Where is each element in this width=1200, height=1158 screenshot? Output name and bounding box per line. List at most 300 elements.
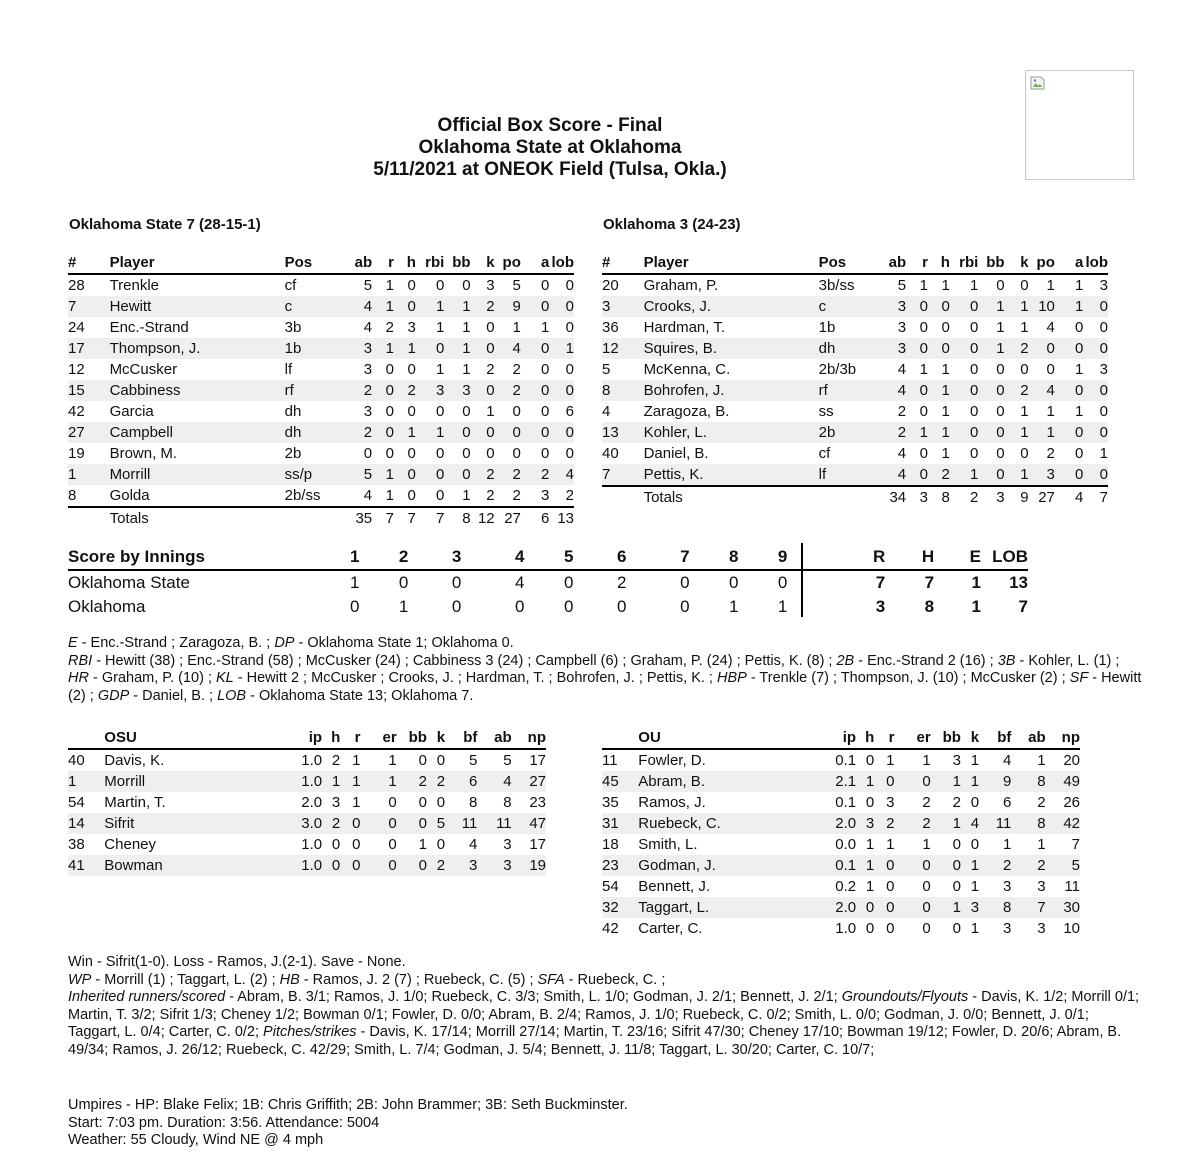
inning-score: 0 xyxy=(777,573,788,592)
inning-score: 1 xyxy=(971,573,981,592)
stat-cell: cf xyxy=(818,445,831,462)
stat-cell: 4 xyxy=(897,445,907,462)
stat-cell: 3 xyxy=(445,855,477,876)
inning-header: 7 xyxy=(626,545,689,570)
stat-cell: 0 xyxy=(952,878,961,895)
stat-cell: 3 xyxy=(952,752,961,769)
stat-cell: 1 xyxy=(1020,403,1029,420)
col-header: er xyxy=(894,727,930,749)
stat-cell: 0 xyxy=(952,836,961,853)
stat-cell: 0 xyxy=(969,361,979,378)
stat-cell: 1 xyxy=(322,771,340,792)
stat-cell: 0 xyxy=(394,464,416,485)
stat-cell: 0 xyxy=(952,920,961,937)
stat-cell: 0 xyxy=(922,920,931,937)
stat-cell: 1 xyxy=(922,836,931,853)
col-header: h xyxy=(928,252,950,274)
stat-cell: 4 xyxy=(363,319,373,336)
stat-cell: 1 xyxy=(444,296,470,317)
team-header: OU xyxy=(638,727,815,749)
stat-cell: 0 xyxy=(996,361,1005,378)
stat-cell: 0 xyxy=(416,338,444,359)
stat-cell: 0 xyxy=(874,897,894,918)
stat-cell: 2b/ss xyxy=(285,485,344,507)
player-row xyxy=(68,380,574,401)
stat-cell: 3 xyxy=(878,338,906,359)
stat-cell: 0 xyxy=(512,445,521,462)
note-label: LOB xyxy=(217,687,247,704)
stat-cell: 0 xyxy=(436,794,446,811)
stat-cell: 2b xyxy=(819,422,878,443)
stat-cell: 5 xyxy=(503,752,512,769)
stat-cell: 2.1 xyxy=(816,771,856,792)
stat-cell: 0 xyxy=(322,855,340,876)
stat-cell: 1 xyxy=(360,771,396,792)
inning-score: 2 xyxy=(616,573,627,592)
stat-cell: 11 xyxy=(979,813,1011,834)
inning-score: 1 xyxy=(349,573,360,592)
stat-cell: 0 xyxy=(919,445,928,462)
inning-header: 6 xyxy=(573,545,626,570)
stat-cell: 0 xyxy=(363,445,373,462)
stat-cell: 2 xyxy=(521,464,549,485)
stat-cell: 2 xyxy=(471,464,495,485)
stat-cell: 9 xyxy=(979,771,1011,792)
stat-cell: 0 xyxy=(435,403,445,420)
stat-cell: 0 xyxy=(397,855,427,876)
stat-cell: Morrill xyxy=(110,464,285,485)
player-row xyxy=(602,422,1108,443)
stat-cell: 0 xyxy=(471,380,495,401)
stat-cell: 0 xyxy=(996,445,1005,462)
col-header: Player xyxy=(644,252,819,274)
pitcher-row xyxy=(602,749,1080,771)
stat-cell: Carter, C. xyxy=(638,920,703,937)
stat-cell: 6 xyxy=(1003,794,1012,811)
stat-cell: 0.1 xyxy=(835,752,857,769)
stat-cell: 3b/ss xyxy=(818,277,855,294)
note-text: - Enc.-Strand 2 (16) ; xyxy=(854,652,998,669)
stat-cell: 4 xyxy=(961,813,979,834)
stat-cell: c xyxy=(285,296,344,317)
stat-cell: 1 xyxy=(970,752,980,769)
stat-cell: 0 xyxy=(906,296,928,317)
stat-cell: 20 xyxy=(602,277,619,294)
player-row xyxy=(68,296,574,317)
stat-cell: 0 xyxy=(444,422,470,443)
totals-cell: 8 xyxy=(462,510,471,527)
stat-cell: 4 xyxy=(344,296,372,317)
stat-cell: 0 xyxy=(521,380,549,401)
player-row xyxy=(68,274,574,296)
stat-cell: Ramos, J. xyxy=(638,794,706,811)
player-row xyxy=(68,464,574,485)
pitcher-row xyxy=(602,855,1080,876)
col-header: # xyxy=(68,252,110,274)
stat-cell: 0 xyxy=(385,403,394,420)
stat-cell: 42 xyxy=(1046,813,1080,834)
stat-cell: 1 xyxy=(970,920,980,937)
stat-cell: 0 xyxy=(565,445,574,462)
note-label: SFA xyxy=(537,971,565,988)
stat-cell: Graham, P. xyxy=(643,277,719,294)
stat-cell: 7 xyxy=(1011,897,1045,918)
stat-cell: 0 xyxy=(360,813,396,834)
inning-score: 1 xyxy=(971,597,981,616)
col-header: bb xyxy=(397,727,427,749)
stat-cell: 0 xyxy=(372,422,394,443)
header-row xyxy=(68,727,546,749)
stat-cell: 5 xyxy=(602,361,611,378)
col-header: rbi xyxy=(950,252,978,274)
stat-cell: 1 xyxy=(928,380,950,401)
stat-cell: 0 xyxy=(462,403,471,420)
stat-cell: 14 xyxy=(68,813,104,834)
col-header: a xyxy=(521,252,549,274)
col-header: rbi xyxy=(416,252,444,274)
stat-cell: 0 xyxy=(1083,338,1108,359)
away-pitching-table xyxy=(68,727,546,876)
stat-cell: 1 xyxy=(941,445,950,462)
stat-cell: 0 xyxy=(540,361,550,378)
stat-cell: 10 xyxy=(1029,296,1055,317)
stat-cell: 0 xyxy=(471,422,495,443)
stat-cell: Bennett, J. xyxy=(638,878,711,895)
stat-cell: 0 xyxy=(978,464,1004,486)
date-venue: 5/11/2021 at ONEOK Field (Tulsa, Okla.) xyxy=(373,159,727,180)
pitching-notes xyxy=(68,954,1143,1059)
stat-cell: 1 xyxy=(418,836,427,853)
stat-cell: 3 xyxy=(961,897,979,918)
stat-cell: Smith, L. xyxy=(638,836,698,853)
stat-cell: 1 xyxy=(385,277,394,294)
inning-score: 1 xyxy=(398,597,409,616)
stat-cell: Cheney xyxy=(104,836,156,853)
col-header: bb xyxy=(978,252,1004,274)
stat-cell: 2.0 xyxy=(816,813,856,834)
stat-cell: 0 xyxy=(407,361,416,378)
col-header: k xyxy=(471,252,495,274)
weather-line: Weather: 55 Cloudy, Wind NE @ 4 mph xyxy=(68,1132,324,1148)
stat-cell: Zaragoza, B. xyxy=(643,403,730,420)
stat-cell: 11 xyxy=(602,752,618,769)
col-header: r xyxy=(372,252,394,274)
stat-cell: 0.2 xyxy=(835,878,857,895)
stat-cell: 0 xyxy=(462,445,471,462)
stat-cell: 0 xyxy=(1020,361,1029,378)
totals-row xyxy=(602,486,1108,508)
pitcher-row xyxy=(602,897,1080,918)
stat-cell: Trenkle xyxy=(109,277,160,294)
innings-row xyxy=(68,570,1028,595)
stat-cell: 0 xyxy=(970,794,980,811)
stat-cell: lf xyxy=(284,361,293,378)
note-text: - Trenkle (7) ; Thompson, J. (10) ; McCusker (2) ; xyxy=(746,670,1070,686)
home-team-title: Oklahoma 3 (24-23) xyxy=(603,216,741,233)
note-label: WP xyxy=(68,971,92,988)
stat-cell: 1 xyxy=(372,296,394,317)
inning-score: 1 xyxy=(777,597,788,616)
stat-cell: 1 xyxy=(1005,296,1029,317)
stat-cell: 0 xyxy=(1099,319,1108,336)
stat-cell: 1 xyxy=(919,361,928,378)
stat-cell: 0 xyxy=(1020,277,1029,294)
stat-cell: 0 xyxy=(1055,380,1083,401)
stat-cell: 12 xyxy=(602,338,644,359)
stat-cell: 2 xyxy=(495,464,521,485)
stat-cell: 5 xyxy=(1046,855,1080,876)
inning-score: 0 xyxy=(729,573,739,592)
note-text: - Davis, K. 1/2; Morrill 0/1; Martin, T. 3/2; Sifrit 1/3; Cheney 1/2; Bowman 0/1; Fowler, D. 0/0; Abram, B. 2/4; Ramos, J. 1/0; Ruebeck, C. 0/2; Smith, L. 0/0; Godman, J. 0/0; Bennett, J. 0/1; Taggart, L. 0/4; Carter, C. 0/2; xyxy=(68,989,1140,1040)
player-row xyxy=(602,359,1108,380)
innings-title: Score by Innings xyxy=(68,545,272,570)
stat-cell: 0 xyxy=(444,464,470,485)
stat-cell: 1 xyxy=(931,897,961,918)
stat-cell: 1 xyxy=(1003,836,1012,853)
stat-cell: 0 xyxy=(886,878,895,895)
stat-cell: 3 xyxy=(503,836,512,853)
stat-cell: 2 xyxy=(1046,445,1055,462)
stat-cell: 11 xyxy=(445,813,477,834)
inning-score: 13 xyxy=(1009,573,1028,592)
stat-cell: 0 xyxy=(894,897,930,918)
pitcher-row xyxy=(68,792,546,813)
stat-cell: 3 xyxy=(363,403,373,420)
inning-score: 7 xyxy=(875,573,886,592)
stat-cell: 13 xyxy=(602,422,644,443)
pitcher-row xyxy=(602,918,1080,939)
totals-cell: Totals xyxy=(643,489,683,506)
stat-cell: 0 xyxy=(565,319,574,336)
stat-cell: ss xyxy=(818,403,834,420)
stat-cell: 0 xyxy=(549,380,574,401)
stat-cell: 8 xyxy=(1011,771,1045,792)
stat-cell: 0 xyxy=(874,771,894,792)
stat-cell: 0 xyxy=(388,836,397,853)
inning-score: 0 xyxy=(563,597,574,616)
note-paragraph xyxy=(68,954,1143,972)
stat-cell: 3 xyxy=(602,296,644,317)
player-row xyxy=(68,401,574,422)
stat-cell: 1.0 xyxy=(282,855,322,876)
stat-cell: 1 xyxy=(1046,277,1055,294)
stat-cell: 0 xyxy=(397,813,427,834)
stat-cell: 0 xyxy=(969,319,979,336)
note-text: - Graham, P. (10) ; xyxy=(88,670,217,686)
totals-cell: 3 xyxy=(919,489,928,506)
totals-cell: 13 xyxy=(557,510,574,527)
stat-cell: 2 xyxy=(322,813,340,834)
inning-score: 8 xyxy=(924,597,935,616)
stat-cell: 17 xyxy=(529,752,546,769)
stat-cell: 0 xyxy=(360,855,396,876)
stat-cell: 0 xyxy=(435,445,445,462)
stat-cell: 30 xyxy=(1046,897,1080,918)
col-header: # xyxy=(602,252,644,274)
inning-score: 0 xyxy=(563,573,574,592)
col-header: ab xyxy=(878,252,906,274)
stat-cell: 8 xyxy=(1011,813,1045,834)
player-row xyxy=(602,317,1108,338)
stat-cell: 7 xyxy=(602,464,644,486)
stat-cell: 0 xyxy=(931,855,961,876)
note-label: DP xyxy=(274,635,295,651)
stat-cell: 0 xyxy=(512,403,521,420)
stat-cell: 1 xyxy=(919,277,928,294)
stat-cell: 2 xyxy=(471,296,495,317)
stat-cell: 19 xyxy=(68,445,85,462)
col-header: ip xyxy=(816,727,856,749)
header-row xyxy=(68,545,1028,570)
col-header: er xyxy=(360,727,396,749)
stat-cell: Cabbiness xyxy=(110,380,285,401)
stat-cell: 1 xyxy=(922,752,931,769)
innings-divider xyxy=(801,543,803,617)
totals-cell: 7 xyxy=(385,510,394,527)
stat-cell: 1 xyxy=(865,836,875,853)
stat-cell: 0.1 xyxy=(835,794,857,811)
stat-cell: Bowman xyxy=(104,855,281,876)
stat-cell: 7 xyxy=(68,296,110,317)
stat-cell: 0 xyxy=(969,445,979,462)
inning-header: 3 xyxy=(408,545,461,570)
stat-cell: 47 xyxy=(512,813,546,834)
stat-cell: 5 xyxy=(344,464,372,485)
home-batting-table xyxy=(602,252,1108,508)
stat-cell: 0 xyxy=(978,380,1004,401)
inning-score: 7 xyxy=(924,573,935,592)
totals-cell: 8 xyxy=(941,489,950,506)
stat-cell: 18 xyxy=(602,836,619,853)
col-header: bf xyxy=(979,727,1011,749)
stat-cell: 0 xyxy=(874,855,894,876)
col-header: ip xyxy=(282,727,322,749)
stat-cell: c xyxy=(819,296,878,317)
away-batting-table xyxy=(68,252,574,529)
stat-cell: 0 xyxy=(950,380,978,401)
stat-cell: 3.0 xyxy=(282,813,322,834)
stat-cell: 2 xyxy=(897,403,907,420)
stat-cell: 1 xyxy=(394,338,416,359)
stat-cell: 1 xyxy=(1046,403,1055,420)
report-title: Official Box Score - Final xyxy=(437,115,663,136)
stat-cell: 2.0 xyxy=(816,897,856,918)
stat-cell: 1 xyxy=(941,361,950,378)
stat-cell: 0 xyxy=(388,794,397,811)
stat-cell: 0 xyxy=(521,422,549,443)
stat-cell: 2 xyxy=(344,380,372,401)
stat-cell: McKenna, C. xyxy=(643,361,731,378)
stat-cell: Hardman, T. xyxy=(643,319,725,336)
stat-cell: 1 xyxy=(416,422,444,443)
stat-cell: dh xyxy=(284,403,302,420)
stat-cell: 0 xyxy=(394,485,416,507)
stat-cell: 3 xyxy=(331,794,341,811)
stat-cell: 0 xyxy=(906,338,928,359)
totals-cell: 9 xyxy=(1020,489,1029,506)
stat-cell: 0 xyxy=(1083,296,1108,317)
stat-cell: 27 xyxy=(68,422,110,443)
stat-cell: 1 xyxy=(68,771,104,792)
stat-cell: 4 xyxy=(1046,319,1055,336)
stat-cell: 1 xyxy=(961,855,979,876)
stat-cell: 11 xyxy=(477,813,511,834)
stat-cell: 1 xyxy=(416,296,444,317)
stat-cell: 3 xyxy=(521,485,549,507)
stat-cell: McCusker xyxy=(109,361,178,378)
stat-cell: 2 xyxy=(1005,338,1029,359)
stat-cell: 2 xyxy=(486,361,495,378)
note-label: Groundouts/Flyouts xyxy=(841,989,969,1005)
pitcher-row xyxy=(602,813,1080,834)
stat-cell: 0.0 xyxy=(835,836,857,853)
note-label: KL xyxy=(216,670,234,686)
stat-cell: 2 xyxy=(394,380,416,401)
score-by-innings-table xyxy=(68,545,1028,619)
col-header: lob xyxy=(1083,252,1108,274)
stat-cell: 1 xyxy=(352,794,361,811)
stat-cell: rf xyxy=(819,380,878,401)
stat-cell: 0 xyxy=(1083,422,1108,443)
stat-cell: 0 xyxy=(1046,361,1055,378)
stat-cell: 32 xyxy=(602,897,638,918)
stat-cell: 0 xyxy=(856,897,874,918)
stat-cell: 1 xyxy=(856,855,874,876)
stat-cell: 8 xyxy=(469,794,478,811)
inning-header: H xyxy=(885,545,934,570)
pitcher-row xyxy=(68,855,546,876)
inning-header: 1 xyxy=(272,545,360,570)
player-row xyxy=(68,422,574,443)
stat-cell: Godman, J. xyxy=(638,855,815,876)
stat-cell: 0 xyxy=(941,319,950,336)
totals-cell: 3 xyxy=(996,489,1005,506)
stat-cell: 0 xyxy=(416,485,444,507)
stat-cell: 0 xyxy=(416,464,444,485)
stat-cell: cf xyxy=(284,277,297,294)
stat-cell: 3 xyxy=(416,380,444,401)
col-header: po xyxy=(495,252,521,274)
stat-cell: 0 xyxy=(1055,422,1083,443)
note-label: HBP xyxy=(716,670,747,686)
col-header: a xyxy=(1055,252,1083,274)
stat-cell: 2 xyxy=(344,422,372,443)
stat-cell: 1 xyxy=(512,319,521,336)
note-label: RBI xyxy=(68,652,93,669)
stat-cell: 4 xyxy=(897,361,907,378)
col-header: h xyxy=(322,727,340,749)
note-paragraph xyxy=(68,989,1143,1059)
stat-cell: Garcia xyxy=(109,403,154,420)
note-label: 2B xyxy=(836,652,855,669)
stat-cell: 0 xyxy=(435,277,445,294)
col-header: k xyxy=(961,727,979,749)
stat-cell: 4 xyxy=(477,771,511,792)
stat-cell: Davis, K. xyxy=(104,752,165,769)
stat-cell: 0 xyxy=(950,422,978,443)
note-label: HR xyxy=(68,670,89,686)
stat-cell: 1 xyxy=(372,485,394,507)
stat-cell: 3 xyxy=(1099,277,1108,294)
col-header: bb xyxy=(931,727,961,749)
totals-row xyxy=(68,507,574,529)
stat-cell: dh xyxy=(285,422,344,443)
totals-cell: 27 xyxy=(504,510,521,527)
stat-cell: 2 xyxy=(512,361,521,378)
inning-header: 2 xyxy=(359,545,408,570)
stat-cell: 2 xyxy=(1037,794,1046,811)
stat-cell: 1 xyxy=(1037,752,1046,769)
